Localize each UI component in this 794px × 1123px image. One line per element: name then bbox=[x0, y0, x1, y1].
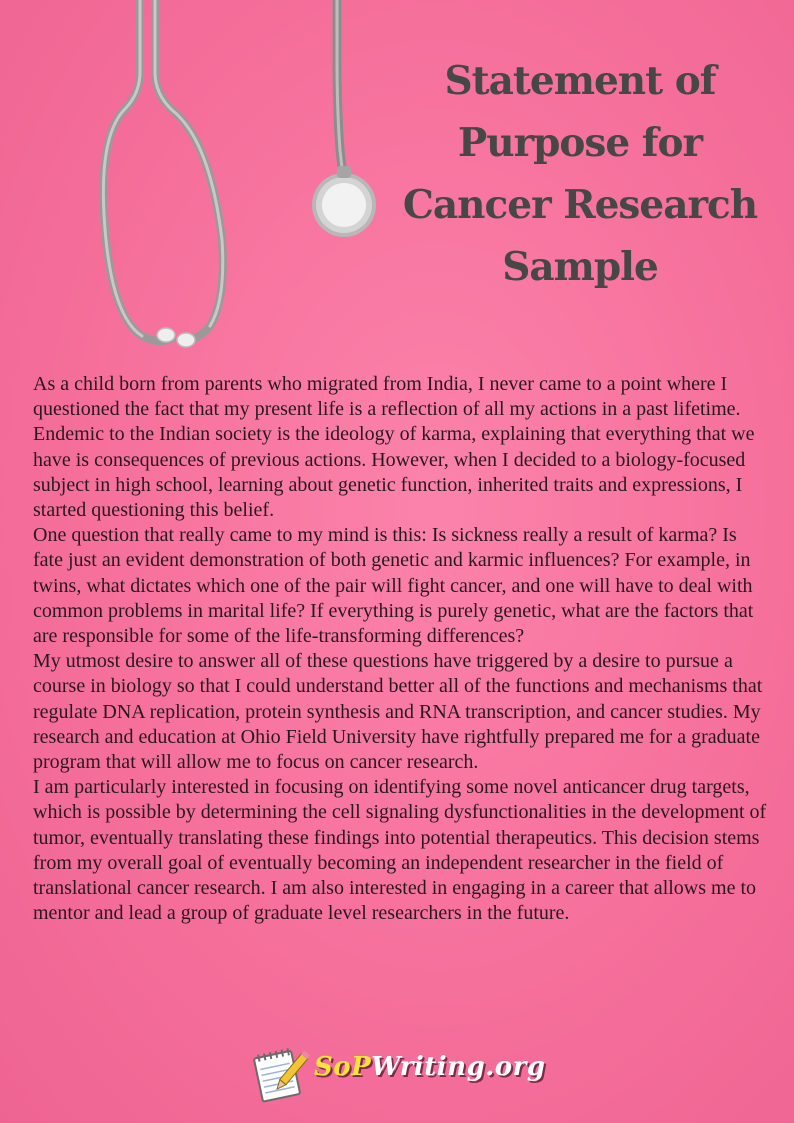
page-title bbox=[390, 50, 770, 298]
sopwriting-logo[interactable] bbox=[248, 1046, 548, 1104]
stethoscope-illustration bbox=[0, 0, 420, 360]
title-line-3: Cancer Research bbox=[402, 182, 758, 228]
paragraph-3: My utmost desire to answer all of these questions have triggered by a desire to pursue a course in biology so that I could understand better all of the functions and mechanisms that regulate DNA replication, protein synthesis and RNA transcription, and cancer studies. My research and education at Ohio Field University have rightfully prepared me for a graduate program that will allow me to focus on cancer research. bbox=[33, 650, 763, 774]
logo-text bbox=[314, 1052, 546, 1082]
title-line-1: Statement of bbox=[444, 58, 716, 104]
paragraph-2: One question that really came to my mind is this: Is sickness really a result of karma? Is fate just an evident demonstration of both genetic and karmic influences? For example, in twins, what dictates which one of the pair will fight cancer, and one will have to deal with common problems in marital life? If everything is purely genetic, what are the factors that are responsible for some of the life-transforming differences? bbox=[33, 524, 754, 648]
title-line-2: Purpose for bbox=[457, 120, 703, 166]
notepad-pencil-icon bbox=[248, 1046, 310, 1104]
title-line-4: Sample bbox=[502, 244, 658, 290]
paragraph-1: As a child born from parents who migrated from India, I never came to a point where I questioned the fact that my present life is a reflection of all my actions in a past lifetime. Endemic to the Indian society is the ideology of karma, explaining that everything that we have is consequences of previous actions. However, when I decided to a biology-focused subject in high school, learning about genetic function, inherited traits and expressions, I started questioning this belief. bbox=[33, 373, 755, 522]
logo-text-writing: Writing.org bbox=[371, 1052, 546, 1082]
paragraph-4: I am particularly interested in focusing on identifying some novel anticancer drug targets, which is possible by determining the cell signaling dysfunctionalities in the development of tumor, eventually translating these findings into potential therapeutics. This decision stems from my overall goal of eventually becoming an independent researcher in the field of translational cancer research. I am also interested in engaging in a career that allows me to mentor and lead a group of graduate level researchers in the future. bbox=[33, 776, 767, 925]
statement-body bbox=[33, 372, 767, 926]
logo-text-sop: SoP bbox=[314, 1052, 372, 1082]
